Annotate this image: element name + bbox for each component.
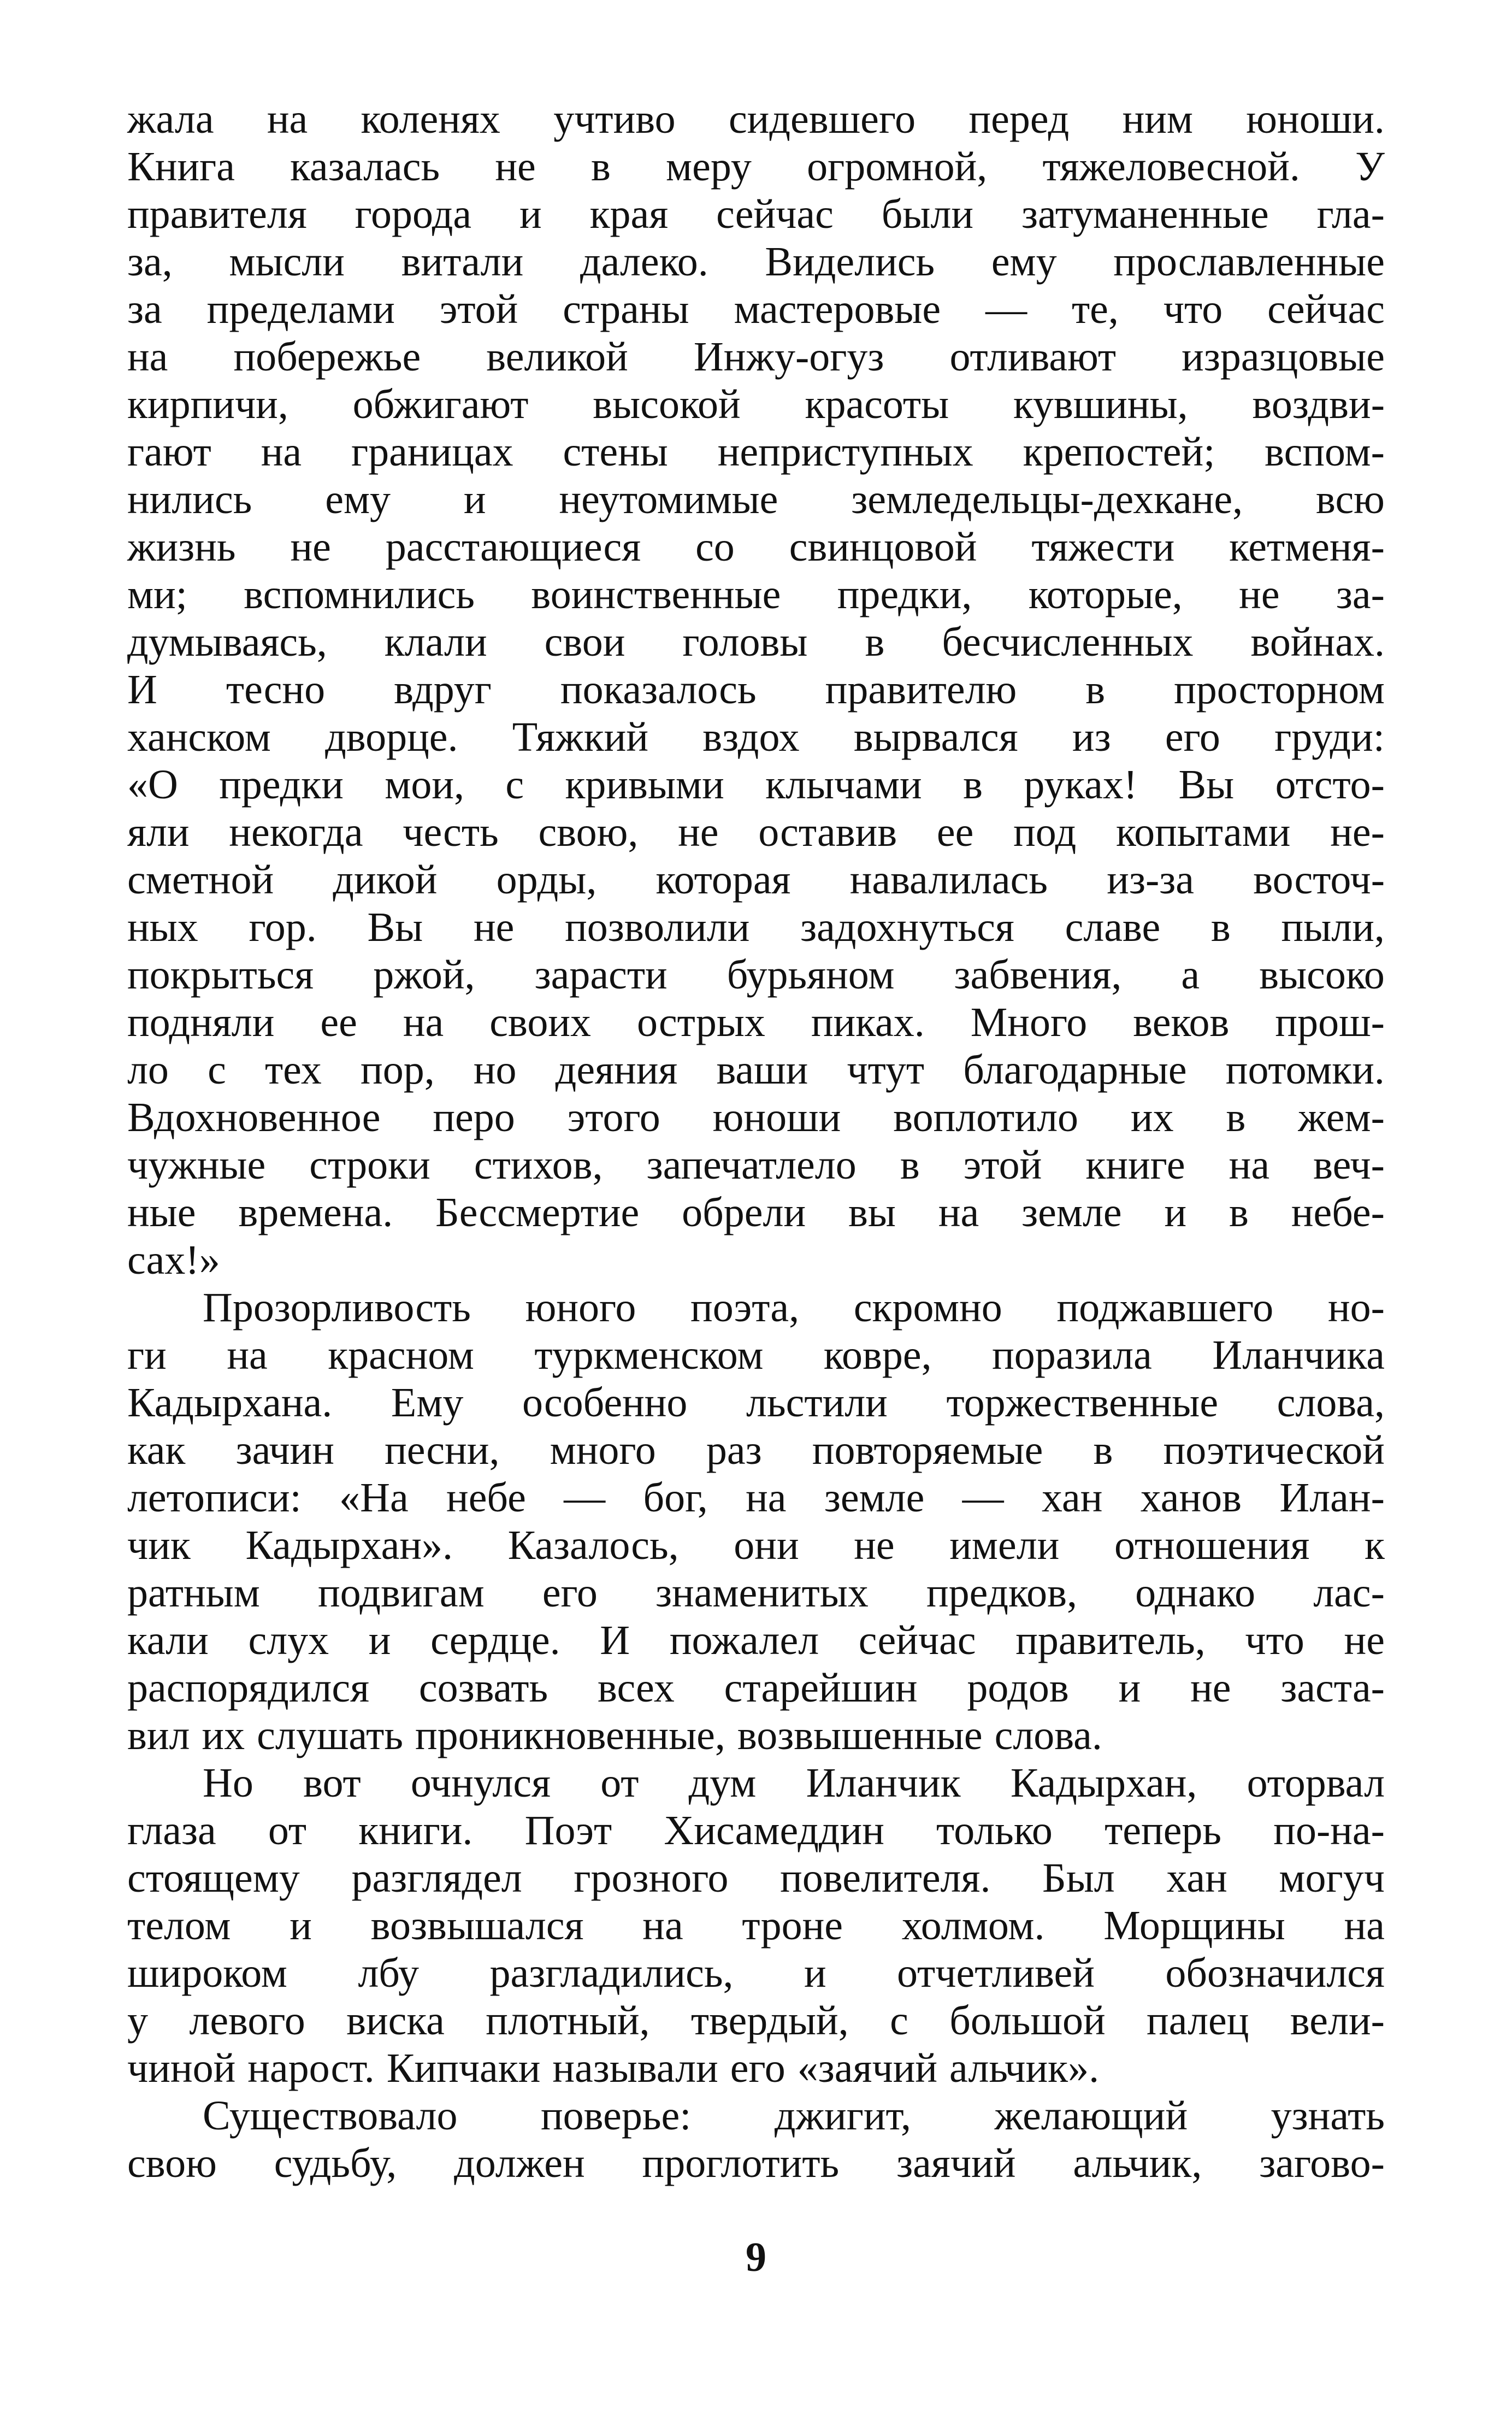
text-line: Книга казалась не в меру огромной, тяжеловесной. У: [127, 144, 1385, 190]
text-line: ных гор. Вы не позволили задохнуться славе в пыли,: [127, 904, 1385, 950]
text-line: на побережье великой Инжу-огуз отливают изразцовые: [127, 334, 1385, 380]
text-line: чик Кадырхан». Казалось, они не имели отношения к: [127, 1522, 1385, 1568]
text-line: Вдохновенное перо этого юноши воплотило их в жем-: [127, 1094, 1385, 1140]
text-line: жизнь не расстающиеся со свинцовой тяжести кетменя-: [127, 524, 1385, 570]
text-line: летописи: «На небе — бог, на земле — хан ханов Илан-: [127, 1475, 1385, 1521]
text-line: гают на границах стены неприступных крепостей; вспом-: [127, 429, 1385, 475]
text-line: подняли ее на своих острых пиках. Много веков прош-: [127, 999, 1385, 1045]
page-number: 9: [746, 2234, 766, 2280]
text-line: яли некогда честь свою, не оставив ее под копытами не-: [127, 809, 1385, 855]
text-line: И тесно вдруг показалось правителю в просторном: [127, 667, 1385, 713]
text-line: ратным подвигам его знаменитых предков, однако лас-: [127, 1570, 1385, 1616]
text-line: чужные строки стихов, запечатлело в этой книге на веч-: [127, 1142, 1385, 1188]
text-line: жала на коленях учтиво сидевшего перед ним юноши.: [127, 96, 1385, 142]
text-line: глаза от книги. Поэт Хисамеддин только теперь по-на-: [127, 1808, 1385, 1853]
text-line: ханском дворце. Тяжкий вздох вырвался из его груди:: [127, 714, 1385, 760]
text-line: стоящему разглядел грозного повелителя. Был хан могуч: [127, 1855, 1385, 1901]
text-line: за, мысли витали далеко. Виделись ему прославленные: [127, 239, 1385, 285]
page-text: [127, 96, 1385, 2187]
text-line: ные времена. Бессмертие обрели вы на земле и в небе-: [127, 1190, 1385, 1235]
text-line: телом и возвышался на троне холмом. Морщины на: [127, 1903, 1385, 1949]
text-line: покрыться ржой, зарасти бурьяном забвения, а высоко: [127, 952, 1385, 998]
text-line: свою судьбу, должен проглотить заячий альчик, загово-: [127, 2140, 1385, 2186]
text-line: Но вот очнулся от дум Иланчик Кадырхан, оторвал: [203, 1760, 1385, 1806]
text-line: кали слух и сердце. И пожалел сейчас правитель, что не: [127, 1617, 1385, 1663]
text-line: распорядился созвать всех старейшин родов и не заста-: [127, 1665, 1385, 1711]
text-line: сметной дикой орды, которая навалилась из-за восточ-: [127, 857, 1385, 903]
text-line: нились ему и неутомимые земледельцы-дехкане, всю: [127, 476, 1385, 522]
text-line: сах!»: [127, 1237, 220, 1283]
text-line: правителя города и края сейчас были затуманенные гла-: [127, 191, 1385, 237]
text-line: чиной нарост. Кипчаки называли его «заячий альчик».: [127, 2045, 1100, 2091]
text-line: ло с тех пор, но деяния ваши чтут благодарные потомки.: [127, 1047, 1385, 1093]
text-line: широком лбу разгладились, и отчетливей обозначился: [127, 1950, 1385, 1996]
text-line: кирпичи, обжигают высокой красоты кувшины, воздви-: [127, 381, 1385, 427]
text-line: вил их слушать проникновенные, возвышенные слова.: [127, 1712, 1102, 1758]
text-line: Существовало поверье: джигит, желающий узнать: [203, 2093, 1385, 2139]
text-line: как зачин песни, много раз повторяемые в поэтической: [127, 1427, 1385, 1473]
text-line: у левого виска плотный, твердый, с большой палец вели-: [127, 1998, 1385, 2044]
text-line: ги на красном туркменском ковре, поразила Иланчика: [127, 1332, 1385, 1378]
text-line: Кадырхана. Ему особенно льстили торжественные слова,: [127, 1380, 1385, 1426]
text-line: думываясь, клали свои головы в бесчисленных войнах.: [127, 619, 1385, 665]
text-line: ми; вспомнились воинственные предки, которые, не за-: [127, 572, 1385, 617]
text-line: за пределами этой страны мастеровые — те, что сейчас: [127, 286, 1385, 332]
text-line: Прозорливость юного поэта, скромно поджавшего но-: [203, 1285, 1385, 1331]
text-line: «О предки мои, с кривыми клычами в руках! Вы отсто-: [127, 762, 1385, 808]
